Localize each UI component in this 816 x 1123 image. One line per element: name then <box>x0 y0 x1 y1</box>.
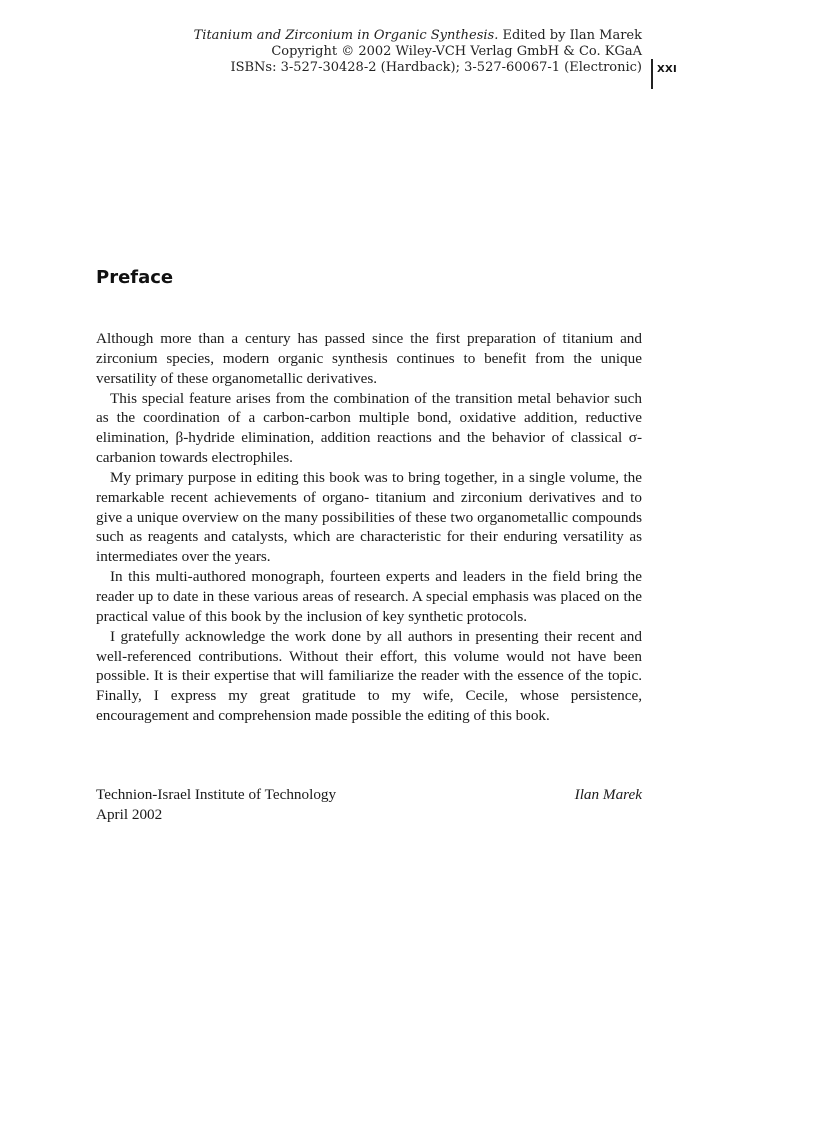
author-name: Ilan Marek <box>574 786 642 803</box>
page-title: Preface <box>96 267 174 288</box>
editor-credit: Edited by Ilan Marek <box>498 28 642 43</box>
page-number-rule <box>651 59 653 89</box>
signoff-row <box>96 785 642 805</box>
copyright-line: Copyright © 2002 Wiley-VCH Verlag GmbH & Co. KGaA <box>271 44 642 59</box>
book-header <box>150 28 642 76</box>
paragraph: This special feature arises from the combination of the transition metal behavior such as the coordination of a carbon-carbon multiple bond, oxidative addition, reductive elimination, β-hydride elimination, addition reactions and the behavior of classical σ-carbanion towards electrophiles. <box>96 389 642 467</box>
institution: Technion-Israel Institute of Technology <box>96 786 337 803</box>
paragraph: Although more than a century has passed since the first preparation of titanium and zirconium species, modern organic synthesis continues to benefit from the unique versatility of these organometallic derivatives. <box>96 330 642 387</box>
header-title-line <box>150 28 642 44</box>
signoff-block <box>96 785 642 825</box>
paragraph: My primary purpose in editing this book was to bring together, in a single volume, the remarkable recent achievements of organo- titanium and zirconium derivatives and to give a unique overview on the many possibilities of these two organometallic compounds such as reagents and catalysts, which are characteristic for their enduring versatility as intermediates over the years. <box>96 468 642 566</box>
book-title: Titanium and Zirconium in Organic Synthesis. <box>193 28 499 43</box>
paragraph: I gratefully acknowledge the work done by all authors in presenting their recent and well-referenced contributions. Without their effort, this volume would not have been possible. It is their expertise that will familiarize the reader with the essence of the topic. Finally, I express my great gratitude to my wife, Cecile, whose persistence, encouragement and comprehension made possible the editing of this book. <box>96 627 642 725</box>
paragraph: In this multi-authored monograph, fourteen experts and leaders in the field bring the reader up to date in these various areas of research. A special emphasis was placed on the practical value of this book by the inclusion of key synthetic protocols. <box>96 568 642 625</box>
signoff-date: April 2002 <box>96 805 163 823</box>
preface-body <box>96 329 642 726</box>
page-number: XXI <box>657 64 678 75</box>
isbn-line: ISBNs: 3-527-30428-2 (Hardback); 3-527-60067-1 (Electronic) <box>230 60 642 75</box>
